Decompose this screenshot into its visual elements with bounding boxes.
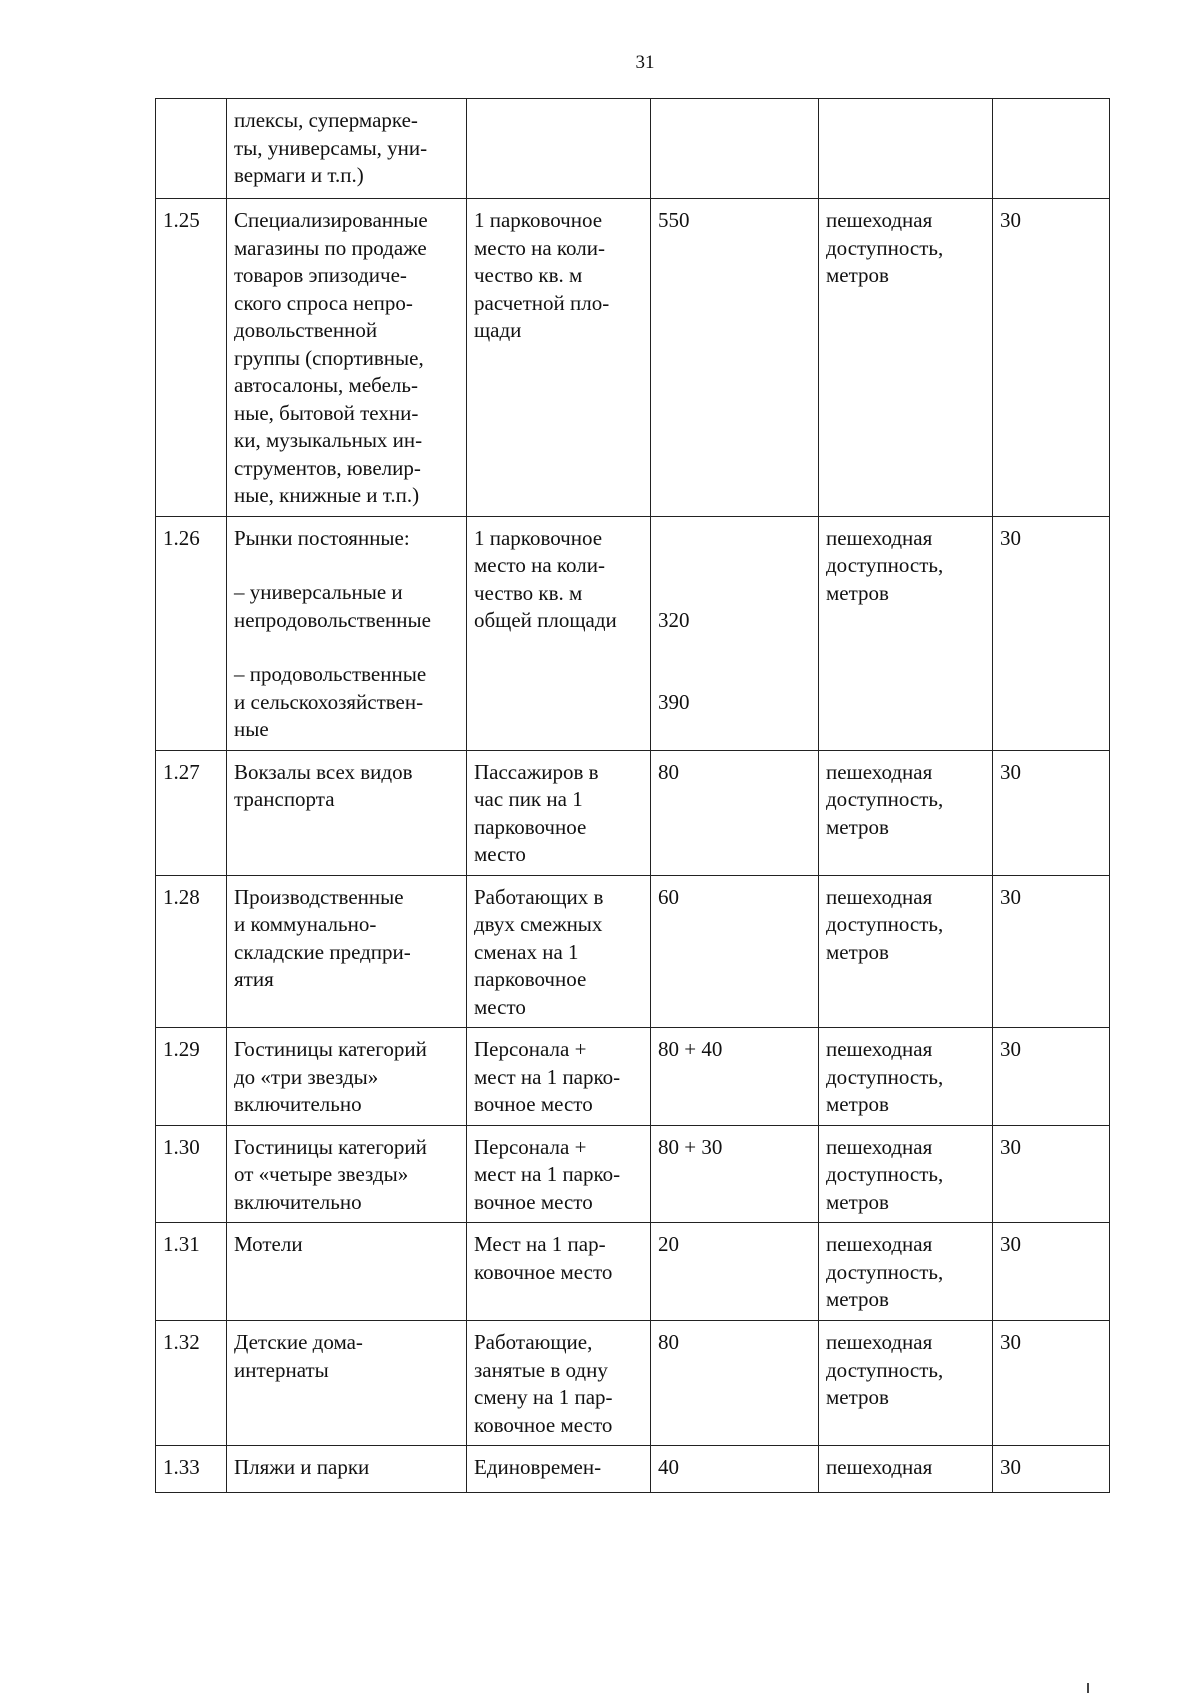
object-name-line: ятия <box>234 967 274 991</box>
unit-cell <box>467 1321 651 1446</box>
object-name-line: Специализированные <box>234 208 428 232</box>
accessibility-line: доступность, <box>826 1259 944 1284</box>
unit-cell <box>467 1125 651 1223</box>
unit-line: ковочное место <box>474 1412 613 1437</box>
distance-cell <box>993 1446 1110 1493</box>
object-name-line: непродовольственные <box>234 607 431 632</box>
unit-line: мест на 1 парко- <box>474 1162 621 1186</box>
object-name-line: ки, музыкальных ин- <box>234 428 423 452</box>
item-number: 1.27 <box>163 759 200 784</box>
distance-value: 30 <box>1000 1232 1021 1256</box>
object-name-line: Вокзалы всех видов <box>234 759 413 784</box>
unit-cell <box>467 750 651 875</box>
object-name-cell <box>227 1223 467 1321</box>
distance-cell <box>993 1321 1110 1446</box>
spacer <box>658 525 812 607</box>
norm-value: 320 <box>658 607 690 632</box>
corner-mark <box>1087 1683 1089 1693</box>
value-cell <box>651 1125 819 1223</box>
distance-value: 30 <box>1000 884 1021 909</box>
distance-cell <box>993 199 1110 517</box>
table-row <box>156 99 1110 199</box>
item-number: 1.29 <box>163 1037 200 1061</box>
object-name-line: транспорта <box>234 787 335 811</box>
distance-cell <box>993 750 1110 875</box>
item-number: 1.31 <box>163 1232 200 1256</box>
value-cell <box>651 875 819 1028</box>
object-name-cell <box>227 1125 467 1223</box>
unit-line: расчетной пло- <box>474 290 610 315</box>
accessibility-line: пешеходная <box>826 208 933 232</box>
accessibility-line: доступность, <box>826 912 944 936</box>
unit-line: Единовремен- <box>474 1455 602 1479</box>
object-name-line: и коммунально- <box>234 912 377 936</box>
unit-line: Персонала + <box>474 1037 587 1061</box>
accessibility-line: доступность, <box>826 553 944 577</box>
item-number-cell <box>156 1446 227 1493</box>
distance-value: 30 <box>1000 1455 1021 1479</box>
unit-line: общей площади <box>474 608 617 632</box>
accessibility-line: доступность, <box>826 787 944 811</box>
norm-value: 40 <box>658 1455 679 1479</box>
object-name-line: струментов, ювелир- <box>234 455 421 480</box>
object-name-cell <box>227 1446 467 1493</box>
page-number: 31 <box>635 52 655 73</box>
item-number-cell <box>156 99 227 199</box>
spacer <box>234 634 460 661</box>
item-number: 1.32 <box>163 1330 200 1354</box>
object-name-line: довольственной <box>234 318 378 342</box>
value-cell <box>651 1321 819 1446</box>
object-name-line: ты, универсамы, уни- <box>234 135 428 160</box>
item-number-cell <box>156 1125 227 1223</box>
value-cell <box>651 1028 819 1126</box>
item-number: 1.30 <box>163 1134 200 1159</box>
unit-line: Работающие, <box>474 1330 593 1354</box>
object-name-line: ского спроса непро- <box>234 290 413 315</box>
item-number-cell <box>156 875 227 1028</box>
unit-line: Пассажиров в <box>474 759 599 784</box>
norm-value: 60 <box>658 884 679 909</box>
table-row <box>156 199 1110 517</box>
distance-value: 30 <box>1000 1037 1021 1061</box>
accessibility-line: метров <box>826 814 889 839</box>
object-name-line: магазины по продаже <box>234 235 427 260</box>
object-name-line: Гостиницы категорий <box>234 1037 427 1061</box>
distance-value: 30 <box>1000 208 1021 232</box>
norm-value: 390 <box>658 690 690 714</box>
unit-line: парковочное <box>474 967 587 991</box>
accessibility-line: метров <box>826 580 889 605</box>
norm-value: 80 + 30 <box>658 1134 723 1159</box>
unit-line: занятые в одну <box>474 1357 608 1382</box>
object-name-cell <box>227 1321 467 1446</box>
object-name-line: Производственные <box>234 884 404 909</box>
parking-norms-table <box>155 98 1110 1493</box>
value-cell <box>651 1223 819 1321</box>
accessibility-cell <box>819 1223 993 1321</box>
table-row <box>156 516 1110 750</box>
item-number: 1.28 <box>163 884 200 909</box>
value-cell <box>651 99 819 199</box>
accessibility-line: пешеходная <box>826 1330 933 1354</box>
object-name-line: группы (спортивные, <box>234 345 424 370</box>
accessibility-cell <box>819 516 993 750</box>
unit-line: место <box>474 842 526 866</box>
object-name-cell <box>227 750 467 875</box>
unit-line: двух смежных <box>474 912 603 936</box>
table-row <box>156 750 1110 875</box>
object-name-line: товаров эпизодиче- <box>234 263 407 287</box>
item-number-cell <box>156 516 227 750</box>
accessibility-cell <box>819 199 993 517</box>
unit-line: чество кв. м <box>474 580 583 605</box>
object-name-line: Мотели <box>234 1232 303 1256</box>
distance-cell <box>993 875 1110 1028</box>
accessibility-line: пешеходная <box>826 1037 933 1061</box>
unit-line: вочное место <box>474 1189 593 1214</box>
accessibility-line: метров <box>826 1287 889 1311</box>
unit-line: парковочное <box>474 814 587 839</box>
item-number-cell <box>156 1028 227 1126</box>
item-number: 1.33 <box>163 1455 200 1479</box>
object-name-line: Пляжи и парки <box>234 1455 370 1479</box>
accessibility-cell <box>819 1321 993 1446</box>
unit-line: Персонала + <box>474 1134 587 1159</box>
distance-value: 30 <box>1000 525 1021 550</box>
accessibility-cell <box>819 1125 993 1223</box>
accessibility-line: доступность, <box>826 1357 944 1382</box>
object-name-line: Гостиницы категорий <box>234 1134 427 1159</box>
distance-value: 30 <box>1000 1330 1021 1354</box>
object-name-cell <box>227 516 467 750</box>
value-cell <box>651 516 819 750</box>
unit-line: сменах на 1 <box>474 939 579 964</box>
unit-line: 1 парковочное <box>474 525 603 550</box>
unit-line: ковочное место <box>474 1259 613 1284</box>
accessibility-cell <box>819 875 993 1028</box>
table-row <box>156 1125 1110 1223</box>
object-name-line: складские предпри- <box>234 939 411 964</box>
accessibility-line: пешеходная <box>826 525 933 550</box>
object-name-line: плексы, супермарке- <box>234 108 418 132</box>
accessibility-line: пешеходная <box>826 1134 933 1159</box>
distance-value: 30 <box>1000 759 1021 784</box>
accessibility-line: метров <box>826 263 889 287</box>
value-cell <box>651 1446 819 1493</box>
object-name-line: интернаты <box>234 1357 329 1382</box>
accessibility-line: метров <box>826 1189 889 1214</box>
spacer <box>658 634 812 689</box>
object-name-cell <box>227 875 467 1028</box>
unit-line: 1 парковочное <box>474 208 603 232</box>
unit-line: Мест на 1 пар- <box>474 1232 606 1256</box>
unit-line: чество кв. м <box>474 263 583 287</box>
norm-value: 80 <box>658 759 679 784</box>
item-number-cell <box>156 199 227 517</box>
item-number-cell <box>156 750 227 875</box>
object-name-cell <box>227 99 467 199</box>
unit-cell <box>467 1028 651 1126</box>
accessibility-line: пешеходная <box>826 1455 933 1479</box>
distance-cell <box>993 1028 1110 1126</box>
norm-value: 80 <box>658 1330 679 1354</box>
object-name-line: ные, книжные и т.п.) <box>234 483 420 507</box>
spacer <box>234 552 460 579</box>
distance-cell <box>993 1125 1110 1223</box>
unit-cell <box>467 99 651 199</box>
unit-line: щади <box>474 318 522 342</box>
unit-cell <box>467 1223 651 1321</box>
object-name-line: автосалоны, мебель- <box>234 373 418 397</box>
item-number-cell <box>156 1321 227 1446</box>
object-name-cell <box>227 199 467 517</box>
accessibility-line: доступность, <box>826 235 944 260</box>
accessibility-cell <box>819 1028 993 1126</box>
item-number-cell <box>156 1223 227 1321</box>
table-row <box>156 875 1110 1028</box>
object-name-line: Детские дома- <box>234 1330 363 1354</box>
object-name-line: и сельскохозяйствен- <box>234 689 424 714</box>
object-name-line: от «четыре звезды» <box>234 1162 409 1186</box>
distance-value: 30 <box>1000 1134 1021 1159</box>
unit-line: место на коли- <box>474 235 605 260</box>
accessibility-line: метров <box>826 939 889 964</box>
table-row <box>156 1028 1110 1126</box>
distance-cell <box>993 1223 1110 1321</box>
value-cell <box>651 750 819 875</box>
unit-line: вочное место <box>474 1092 593 1116</box>
accessibility-cell <box>819 1446 993 1493</box>
unit-line: мест на 1 парко- <box>474 1064 621 1089</box>
norm-value: 80 + 40 <box>658 1037 723 1061</box>
value-cell <box>651 199 819 517</box>
accessibility-line: пешеходная <box>826 884 933 909</box>
unit-line: место <box>474 994 526 1019</box>
distance-cell <box>993 99 1110 199</box>
object-name-line: – продовольственные <box>234 662 427 686</box>
object-name-cell <box>227 1028 467 1126</box>
object-name-line: ные, бытовой техни- <box>234 400 419 425</box>
distance-cell <box>993 516 1110 750</box>
norm-value: 550 <box>658 208 690 232</box>
object-name-line: – универсальные и <box>234 580 403 604</box>
unit-line: час пик на 1 <box>474 787 583 811</box>
unit-cell <box>467 875 651 1028</box>
object-name-line: ные <box>234 717 269 741</box>
unit-cell <box>467 516 651 750</box>
accessibility-line: метров <box>826 1385 889 1409</box>
table-row <box>156 1321 1110 1446</box>
table-row <box>156 1223 1110 1321</box>
object-name-line: до «три звезды» <box>234 1064 379 1089</box>
unit-line: смену на 1 пар- <box>474 1385 613 1409</box>
accessibility-line: пешеходная <box>826 1232 933 1256</box>
table-row <box>156 1446 1110 1493</box>
object-name-line: Рынки постоянные: <box>234 525 410 550</box>
accessibility-cell <box>819 750 993 875</box>
item-number: 1.26 <box>163 525 200 550</box>
item-number: 1.25 <box>163 208 200 232</box>
accessibility-cell <box>819 99 993 199</box>
accessibility-line: метров <box>826 1092 889 1116</box>
accessibility-line: пешеходная <box>826 759 933 784</box>
object-name-line: включительно <box>234 1092 362 1116</box>
object-name-line: включительно <box>234 1189 362 1214</box>
accessibility-line: доступность, <box>826 1162 944 1186</box>
unit-line: Работающих в <box>474 884 604 909</box>
accessibility-line: доступность, <box>826 1064 944 1089</box>
unit-cell <box>467 199 651 517</box>
object-name-line: вермаги и т.п.) <box>234 163 364 187</box>
unit-line: место на коли- <box>474 553 605 577</box>
norm-value: 20 <box>658 1232 679 1256</box>
unit-cell <box>467 1446 651 1493</box>
